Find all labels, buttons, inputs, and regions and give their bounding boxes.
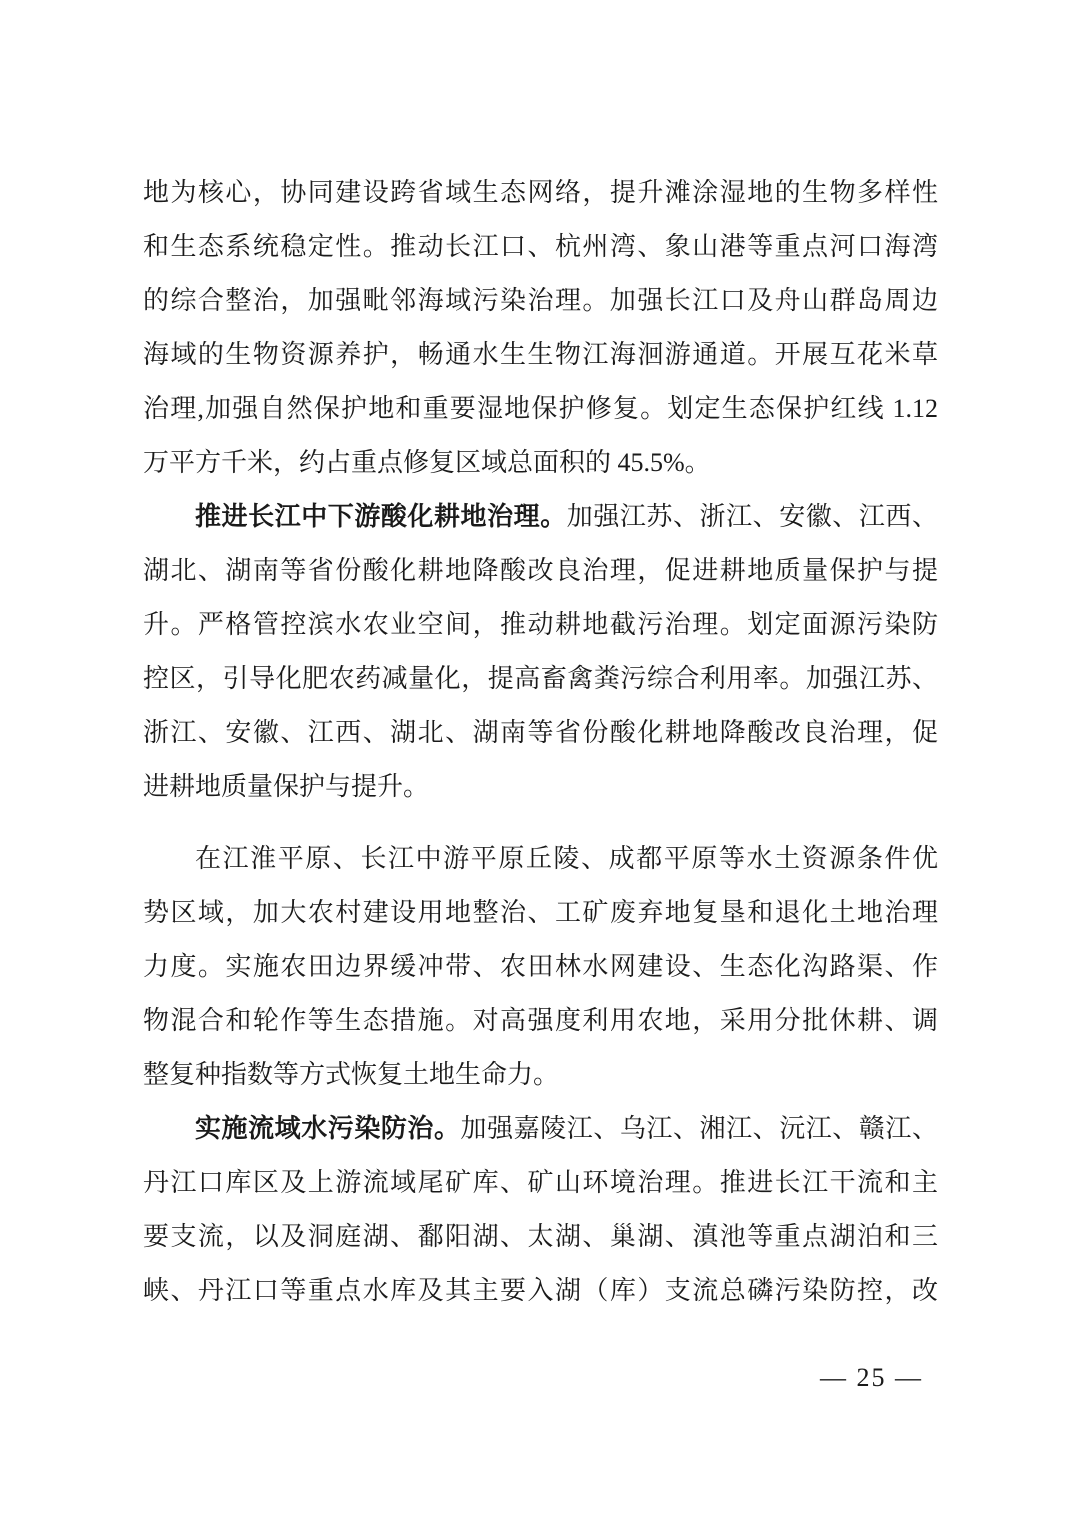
text-line: 丹江口库区及上游流域尾矿库、矿山环境治理。推进长江干流和主 <box>143 1168 938 1197</box>
text-line: 的综合整治，加强毗邻海域污染治理。加强长江口及舟山群岛周边 <box>143 286 938 315</box>
text-line: 峡、丹江口等重点水库及其主要入湖（库）支流总磷污染防控，改 <box>143 1276 938 1305</box>
text-line: 治理,加强自然保护地和重要湿地保护修复。划定生态保护红线 1.12 <box>143 394 938 423</box>
text-line: 整复种指数等方式恢复土地生命力。 <box>143 1060 560 1089</box>
text-line: 要支流，以及洞庭湖、鄱阳湖、太湖、巢湖、滇池等重点湖泊和三 <box>143 1222 938 1251</box>
text-line: 在江淮平原、长江中游平原丘陵、成都平原等水土资源条件优 <box>195 844 938 873</box>
paragraph-continued <box>143 166 938 490</box>
text-line: 地为核心，协同建设跨省域生态网络，提升滩涂湿地的生物多样性 <box>143 178 938 207</box>
paragraph-acidified-farmland <box>143 490 938 814</box>
text-line: 万平方千米，约占重点修复区域总面积的 45.5%。 <box>143 448 711 477</box>
text-line: 进耕地质量保护与提升。 <box>143 772 430 801</box>
text-line: 海域的生物资源养护，畅通水生生物江海洄游通道。开展互花米草 <box>143 340 938 369</box>
lead-rest-text: 加强江苏、浙江、安徽、江西、 <box>566 502 938 531</box>
text-line: 力度。实施农田边界缓冲带、农田林水网建设、生态化沟路渠、作 <box>143 952 938 981</box>
text-line: 物混合和轮作等生态措施。对高强度利用农地，采用分批休耕、调 <box>143 1006 938 1035</box>
document-body <box>143 166 938 1318</box>
text-line: 势区域，加大农村建设用地整治、工矿废弃地复垦和退化土地治理 <box>143 898 938 927</box>
lead-rest-text: 加强嘉陵江、乌江、湘江、沅江、赣江、 <box>460 1114 938 1143</box>
bold-lead-sentence: 实施流域水污染防治。 <box>195 1114 461 1143</box>
paragraph-land-consolidation <box>143 832 938 1102</box>
text-line: 升。严格管控滨水农业空间，推动耕地截污治理。划定面源污染防 <box>143 610 938 639</box>
paragraph-water-pollution <box>143 1102 938 1318</box>
page-number: — 25 — <box>820 1363 923 1392</box>
bold-lead-sentence: 推进长江中下游酸化耕地治理。 <box>195 502 567 531</box>
text-line <box>143 1102 938 1156</box>
text-line: 浙江、安徽、江西、湖北、湖南等省份酸化耕地降酸改良治理，促 <box>143 718 938 747</box>
text-line: 控区，引导化肥农药减量化，提高畜禽粪污综合利用率。加强江苏、 <box>143 664 938 693</box>
text-line: 湖北、湖南等省份酸化耕地降酸改良治理，促进耕地质量保护与提 <box>143 556 938 585</box>
text-line: 和生态系统稳定性。推动长江口、杭州湾、象山港等重点河口海湾 <box>143 232 938 261</box>
text-line <box>143 490 938 544</box>
